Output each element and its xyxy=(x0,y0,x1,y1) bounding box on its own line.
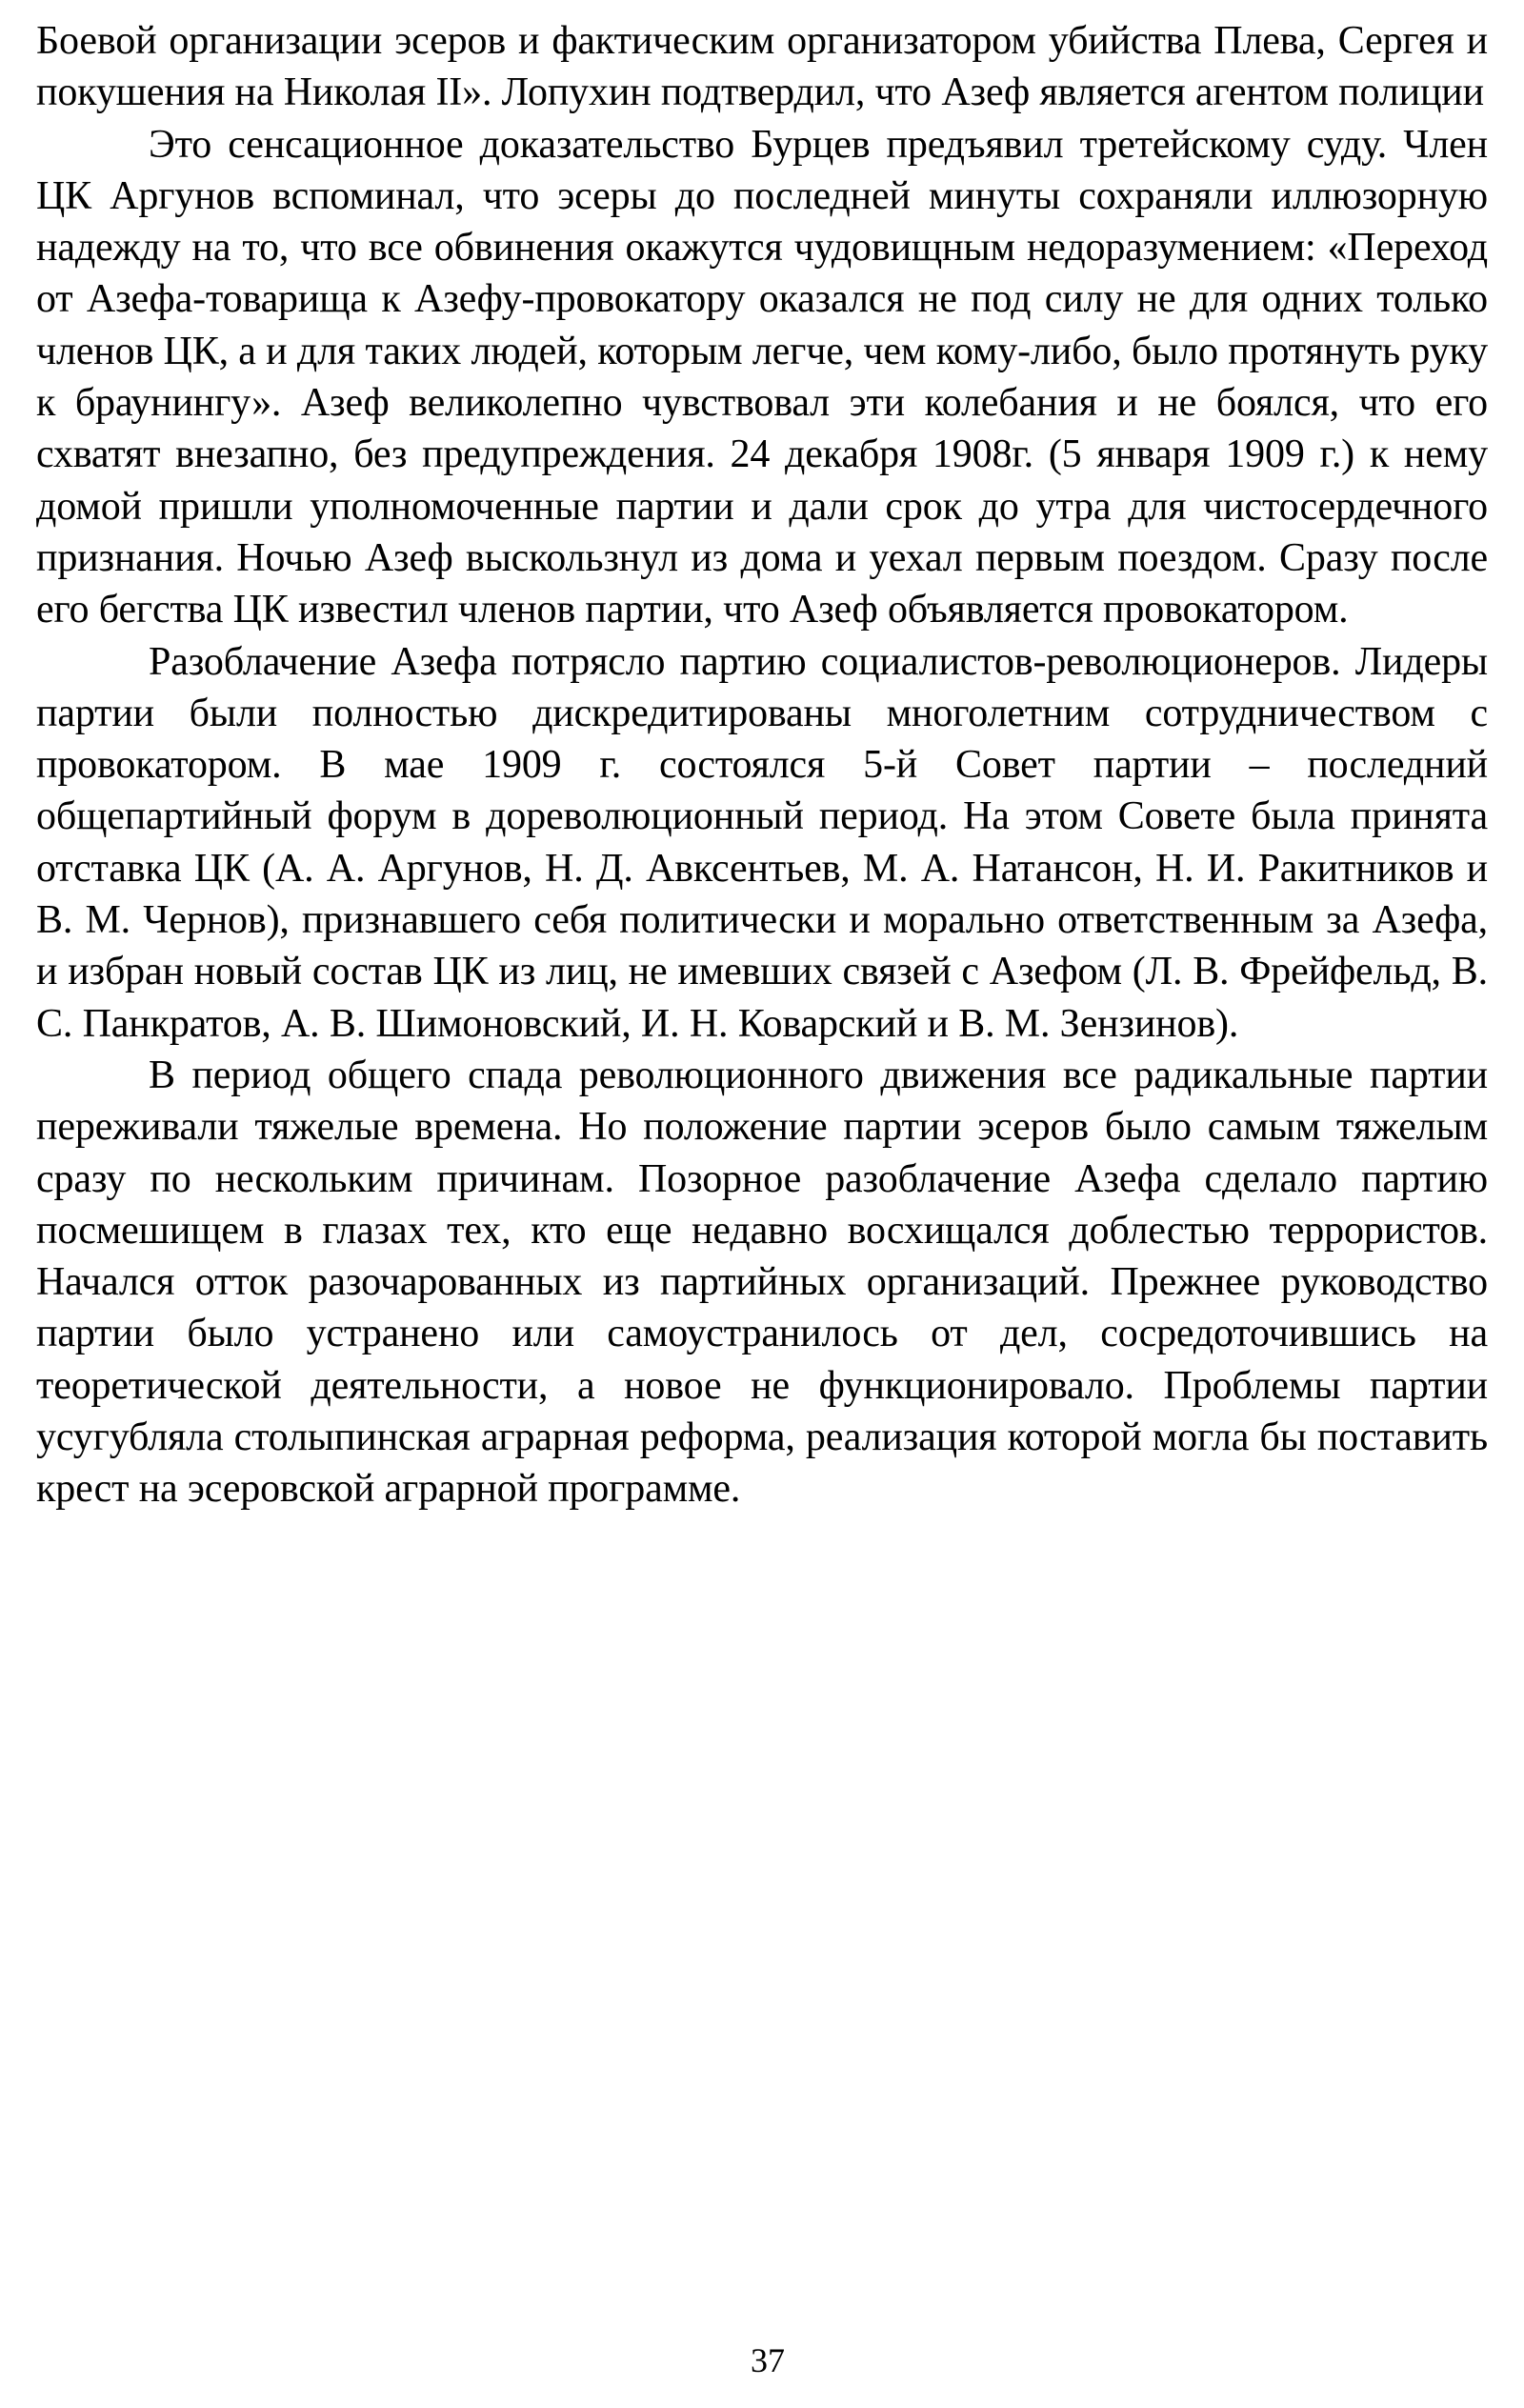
paragraph-4: В период общего спада революционного движения все радикальные партии переживали тяжелые времена. Но положение партии эсеров было самым тяжелым сразу по нескольким причинам. Позорное разоблачение Азефа сделало партию посмешищем в глазах тех, кто еще недавно восхищался доблестью террористов. Начался отток разочарованных из партийных организаций. Прежнее руководство партии было устранено или самоустранилось от дел, сосредоточившись на теоретической деятельности, а новое не функционировало. Проблемы партии усугубляла столыпинская аграрная реформа, реализация которой могла бы поставить крест на эсеровской аграрной программе. xyxy=(36,1053,1488,1512)
paragraph-1: Боевой организации эсеров и фактическим организатором убийства Плева, Сергея и покушения на Николая II». Лопухин подтвердил, что Азеф является агентом полиции xyxy=(36,19,1488,115)
page-number: 37 xyxy=(751,2341,785,2379)
paragraph-3: Разоблачение Азефа потрясло партию социалистов-революционеров. Лидеры партии были полностью дискредитированы многолетним сотрудничеством с провокатором. В мае 1909 г. состоялся 5-й Совет партии – последний общепартийный форум в дореволюционный период. На этом Совете была принята отставка ЦК (А. А. Аргунов, Н. Д. Авксентьев, М. А. Натансон, Н. И. Ракитников и В. М. Чернов), признавшего себя политически и морально ответственным за Азефа, и избран новый состав ЦК из лиц, не имевших связей с Азефом (Л. В. Фрейфельд, В. С. Панкратов, А. В. Шимоновский, И. Н. Коварский и В. М. Зензинов). xyxy=(36,639,1488,1046)
paragraph-2: Это сенсационное доказательство Бурцев предъявил третейскому суду. Член ЦК Аргунов вспоминал, что эсеры до последней минуты сохраняли иллюзорную надежду на то, что все обвинения окажутся чудовищным недоразумением: «Переход от Азефа-товарища к Азефу-провокатору оказался не под силу не для одних только членов ЦК, а и для таких людей, которым легче, чем кому-либо, было протянуть руку к браунингу». Азеф великолепно чувствовал эти колебания и не боялся, что его схватят внезапно, без предупреждения. 24 декабря 1908г. (5 января 1909 г.) к нему домой пришли уполномоченные партии и дали срок до утра для чистосердечного признания. Ночью Азеф выскользнул из дома и уехал первым поездом. Сразу после его бегства ЦК известил членов партии, что Азеф объявляется провокатором. xyxy=(36,122,1488,632)
page-body xyxy=(36,15,1488,1515)
